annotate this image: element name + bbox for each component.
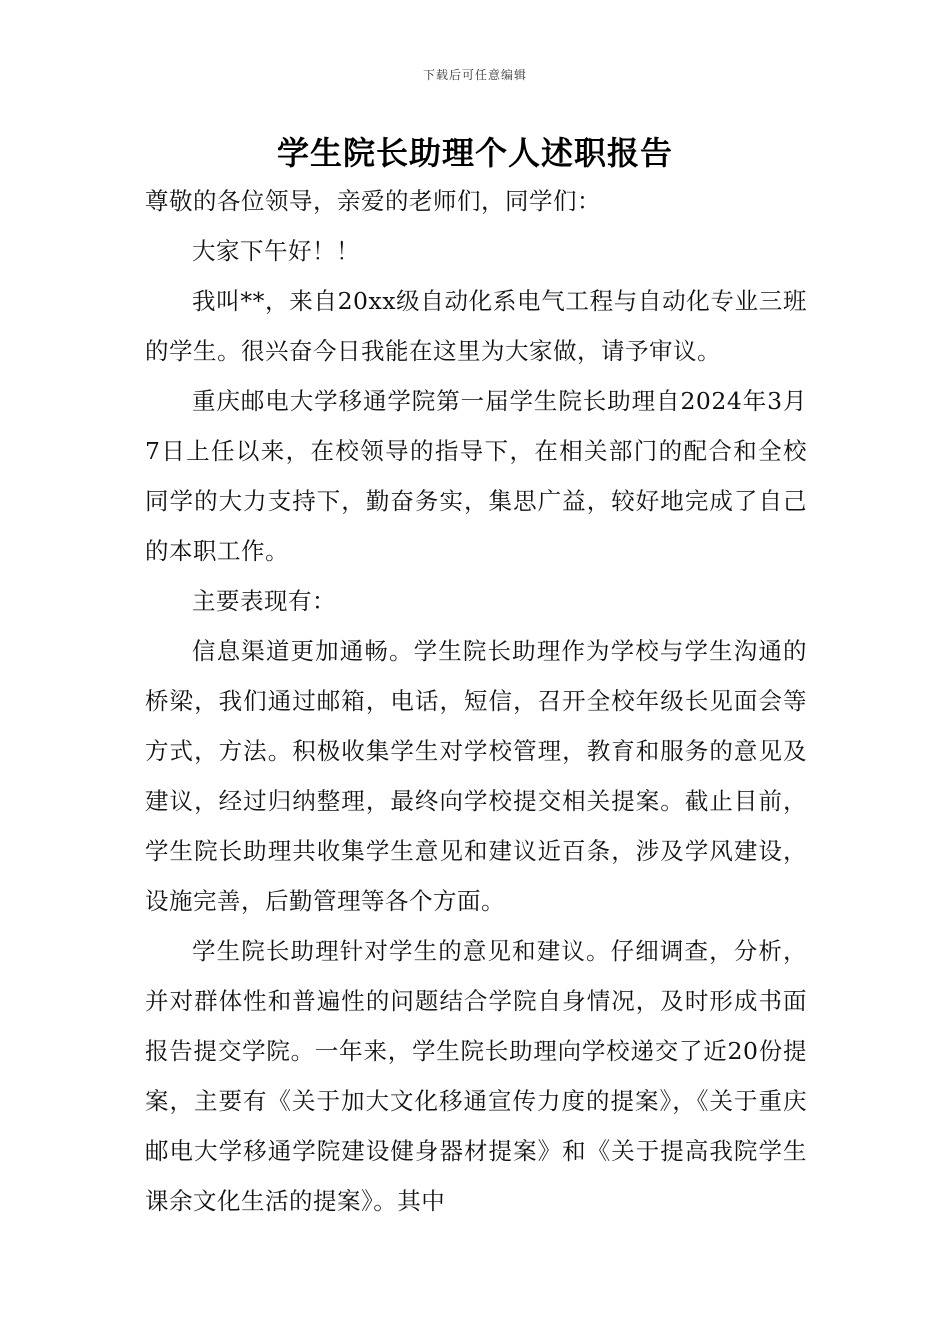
body-paragraph-2: 主要表现有：: [192, 587, 336, 615]
body-paragraph-1: 重庆邮电大学移通学院第一届学生院长助理自2024年3月7日上任以来，在校领导的指导下，在相关部门的配合和全校同学的大力支持下，勤奋务实，集思广益，较好地完成了自己的本职工作。: [145, 387, 807, 565]
salutation-paragraph: 尊敬的各位领导，亲爱的老师们，同学们：: [145, 187, 601, 215]
page-title: 学生院长助理个人述职报告: [276, 134, 673, 172]
body-paragraph-3: 信息渠道更加通畅。学生院长助理作为学校与学生沟通的桥梁，我们通过邮箱，电话，短信，召开全校年级长见面会等方式，方法。积极收集学生对学校管理，教育和服务的意见及建议，经过归纳整理，最终向学校提交相关提案。截止目前，学生院长助理共收集学生意见和建议近百条，涉及学风建设，设施完善，后勤管理等各个方面。: [145, 637, 807, 915]
header-note: 下载后可任意编辑: [422, 68, 527, 82]
intro-paragraph: 我叫**，来自20xx级自动化系电气工程与自动化专业三班的学生。很兴奋今日我能在这里为大家做，请予审议。: [145, 287, 807, 365]
greeting-paragraph: 大家下午好！！: [192, 237, 360, 265]
document-body: [145, 176, 807, 1226]
body-paragraph-4: 学生院长助理针对学生的意见和建议。仔细调查，分析，并对群体性和普遍性的问题结合学院自身情况，及时形成书面报告提交学院。一年来，学生院长助理向学校递交了近20份提案，主要有《关于加大文化移通宣传力度的提案》，《关于重庆邮电大学移通学院建设健身器材提案》和《关于提高我院学生课余文化生活的提案》。其中: [145, 937, 807, 1215]
